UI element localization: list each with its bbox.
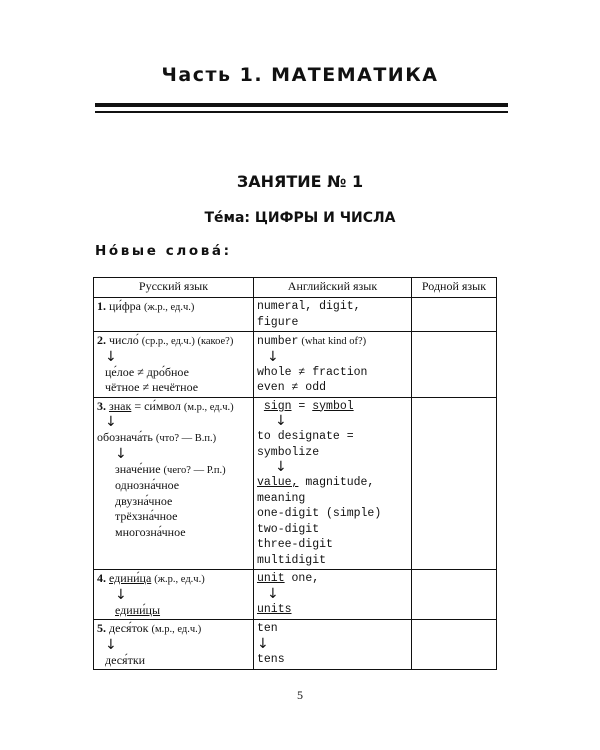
en-note: (what kind of?): [301, 336, 367, 347]
lesson-title: ЗАНЯТИЕ № 1: [236, 172, 364, 191]
ru-note: (ж.р., ед.ч.): [143, 302, 195, 313]
en-noun: value,: [257, 476, 299, 489]
cell-russian: [94, 397, 254, 570]
row-number: 1.: [97, 299, 106, 313]
cell-native: [412, 298, 497, 332]
topic-title: Те́ма: ЦИФРЫ И ЧИСЛА: [204, 210, 396, 226]
en-derived: three-digit: [257, 538, 333, 551]
arrow-down-icon: ↓: [275, 459, 287, 475]
arrow-down-icon: ↓: [105, 414, 117, 430]
en-pair: even ≠ odd: [257, 381, 327, 394]
title-rule-thin: [95, 111, 508, 113]
table-row: [94, 620, 497, 670]
en-plural: tens: [257, 652, 285, 666]
cell-russian: [94, 332, 254, 398]
row-number: 4.: [97, 571, 106, 585]
ru-note: (чего? — Р.п.): [163, 464, 226, 476]
en-pair: whole ≠ fraction: [257, 365, 368, 379]
en-rest: one,: [284, 572, 320, 585]
page-number: 5: [297, 688, 303, 702]
en-plural: units: [257, 602, 292, 616]
part-title: Часть 1. МАТЕМАТИКА: [161, 64, 439, 86]
arrow-down-icon: ↓: [105, 348, 117, 365]
en-word: sign: [263, 399, 292, 413]
cell-russian: [94, 298, 254, 332]
table-row: [94, 397, 497, 570]
en-word: number: [257, 335, 299, 348]
en-verb: to designate = symbolize: [257, 430, 354, 459]
table-row: [94, 570, 497, 620]
table-row: [94, 298, 497, 332]
cell-english: numeral, digit, figure: [254, 298, 412, 332]
en-derived: two-digit: [257, 522, 320, 536]
ru-note: (что? — В.п.): [155, 433, 217, 444]
en-word: unit: [257, 572, 285, 585]
ru-noun: значе́ние: [115, 461, 161, 476]
en-word: symbol: [312, 399, 354, 413]
ru-word: деся́ток: [109, 621, 149, 635]
row-number: 3.: [97, 398, 106, 413]
en-word: ten: [257, 622, 278, 635]
ru-word: едини́ца: [109, 571, 152, 585]
en-derived: multidigit: [257, 553, 327, 567]
ru-pair: це́лое ≠ дро́бное: [105, 364, 189, 379]
en-eq: =: [291, 399, 313, 413]
en-derived: one-digit (simple): [257, 507, 382, 520]
header-native: Родной язык: [412, 278, 497, 298]
ru-derived: трёхзна́чное: [115, 509, 178, 523]
arrow-down-icon: ↓: [115, 445, 127, 462]
arrow-down-icon: ↓: [267, 585, 279, 602]
table-row: [94, 332, 497, 398]
ru-word: знак: [109, 398, 132, 413]
arrow-down-icon: ↓: [105, 636, 117, 653]
cell-russian: [94, 570, 254, 620]
cell-native: [412, 570, 497, 620]
ru-word-eq: = си́мвол: [131, 398, 181, 413]
cell-english: [254, 397, 412, 570]
arrow-down-icon: ↓: [115, 586, 127, 603]
cell-russian: [94, 620, 254, 670]
table-header-row: [94, 278, 497, 298]
vocabulary-table: [93, 277, 497, 670]
ru-derived: двузна́чное: [115, 493, 173, 508]
ru-verb: обознача́ть: [97, 430, 153, 444]
cell-english: [254, 570, 412, 620]
cell-english: [254, 620, 412, 670]
new-words-heading: Но́вые слова́:: [95, 243, 232, 259]
cell-english: [254, 332, 412, 398]
ru-note: (ср.р., ед.ч.) (какое?): [141, 336, 234, 347]
arrow-down-icon: ↓: [267, 348, 279, 365]
ru-derived: многозна́чное: [115, 524, 186, 539]
ru-note: (м.р., ед.ч.): [151, 624, 202, 635]
ru-plural: едини́цы: [115, 602, 161, 617]
arrow-down-icon: ↓: [257, 635, 269, 652]
row-number: 5.: [97, 621, 106, 635]
cell-native: [412, 397, 497, 570]
ru-word: число́: [109, 333, 139, 347]
ru-derived: однозна́чное: [115, 478, 180, 492]
ru-pair: чётное ≠ нечётное: [105, 380, 199, 394]
cell-native: [412, 332, 497, 398]
cell-native: [412, 620, 497, 670]
en-noun-rest: magnitude, meaning: [257, 476, 375, 505]
ru-note: (м.р., ед.ч.): [183, 401, 234, 413]
ru-note: (ж.р., ед.ч.): [154, 574, 205, 585]
ru-word: ци́фра: [109, 299, 141, 313]
header-russian: Русский язык: [94, 278, 254, 298]
title-rule-thick: [95, 103, 508, 107]
ru-plural: деся́тки: [105, 652, 146, 667]
header-english: Английский язык: [254, 278, 412, 298]
arrow-down-icon: ↓: [275, 413, 287, 429]
row-number: 2.: [97, 333, 106, 347]
